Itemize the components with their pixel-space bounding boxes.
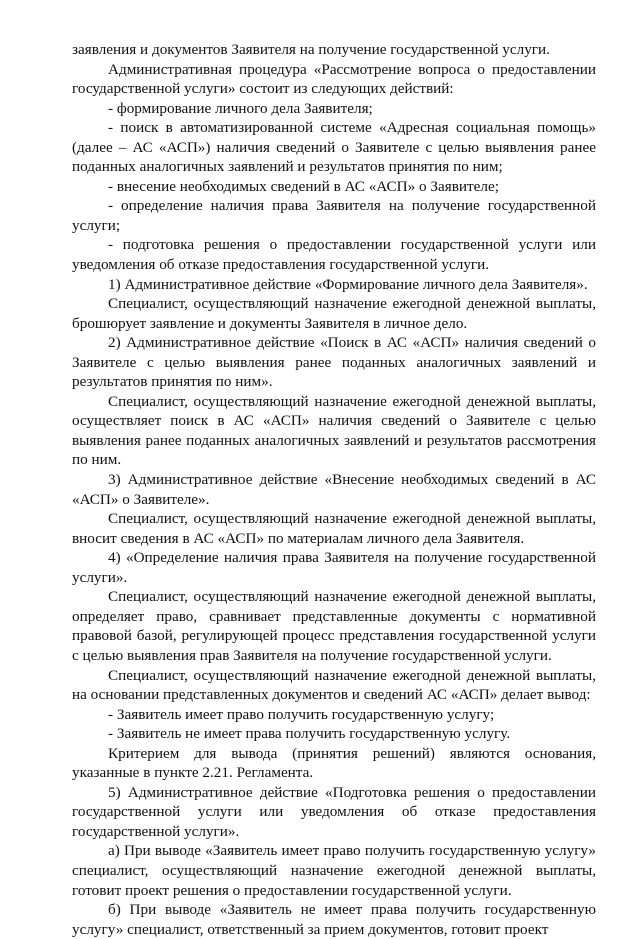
paragraph-action-2-body: Специалист, осуществляющий назначение ежегодной денежной выплаты, осуществляет поиск в АС «АСП» наличия сведений о Заявителе с целью выявления ранее поданных аналогичных заявлений и результатов рассмотрения по ним. [72,392,596,469]
paragraph-action-4: 4) «Определение наличия права Заявителя на получение государственной услуги». [72,549,596,586]
paragraph-action-2: 2) Административное действие «Поиск в АС «АСП» наличия сведений о Заявителе с целью выявления ранее поданных аналогичных заявлений и результатов принятия по ним». [72,334,596,391]
list-item-enter-data: - внесение необходимых сведений в АС «АСП» о Заявителе; [108,177,499,195]
paragraph-case-b: б) При выводе «Заявитель не имеет права получить государственную услугу» специалист, ответственный за прием документов, готовит проект [72,901,596,938]
list-item-dossier: - формирование личного дела Заявителя; [108,99,373,117]
paragraph-action-5: 5) Административное действие «Подготовка решения о предоставлении государственной услуги или уведомления об отказе предоставления государственной услуги». [72,783,596,840]
paragraph-criteria: Критерием для вывода (принятия решений) являются основания, указанные в пункте 2.21. Регламента. [72,744,596,782]
paragraph-action-4-body: Специалист, осуществляющий назначение ежегодной денежной выплаты, определяет право, сравнивает представленные документы с нормативной правовой базой, регулирующей процесс представления государственной услуги с целью выявления прав Заявителя на получение государственной услуги. [72,588,596,664]
list-item-no-right: - Заявитель не имеет права получить государственную услугу. [108,725,511,743]
paragraph-action-3: 3) Административное действие «Внесение необходимых сведений в АС «АСП» о Заявителе». [72,471,596,508]
paragraph-action-1-body: Специалист, осуществляющий назначение ежегодной денежной выплаты, брошюрует заявление и документы Заявителя в личное дело. [72,295,596,332]
list-item-search: - поиск в автоматизированной системе «Адресная социальная помощь» (далее – АС «АСП») наличия сведений о Заявителе с целью выявления ранее поданных аналогичных заявлений и результатов принятия по ним; [72,119,596,176]
list-item-prepare-decision: - подготовка решения о предоставлении государственной услуги или уведомления об отказе предоставления государственной услуги. [72,236,596,274]
paragraph-case-a: а) При выводе «Заявитель имеет право получить государственную услугу» специалист, осуществляющий назначение ежегодной денежной выплаты, готовит проект решения о предоставлении государственной услуги. [72,842,596,899]
document-page [72,40,596,939]
paragraph-action-3-body: Специалист, осуществляющий назначение ежегодной денежной выплаты, вносит сведения в АС «АСП» по материалам личного дела Заявителя. [72,510,596,547]
paragraph-conclusion-intro: Специалист, осуществляющий назначение ежегодной денежной выплаты, на основании представленных документов и сведений АС «АСП» делает вывод: [72,666,596,704]
paragraph-action-1: 1) Административное действие «Формирование личного дела Заявителя». [108,275,588,293]
list-item-determine-right: - определение наличия права Заявителя на получение государственной услуги; [72,197,596,234]
list-item-has-right: - Заявитель имеет право получить государственную услугу; [108,705,495,723]
paragraph-procedure-intro: Административная процедура «Рассмотрение вопроса о предоставлении государственной услуги» состоит из следующих действий: [72,60,596,98]
paragraph-continuation: заявления и документов Заявителя на получение государственной услуги. [72,41,550,58]
